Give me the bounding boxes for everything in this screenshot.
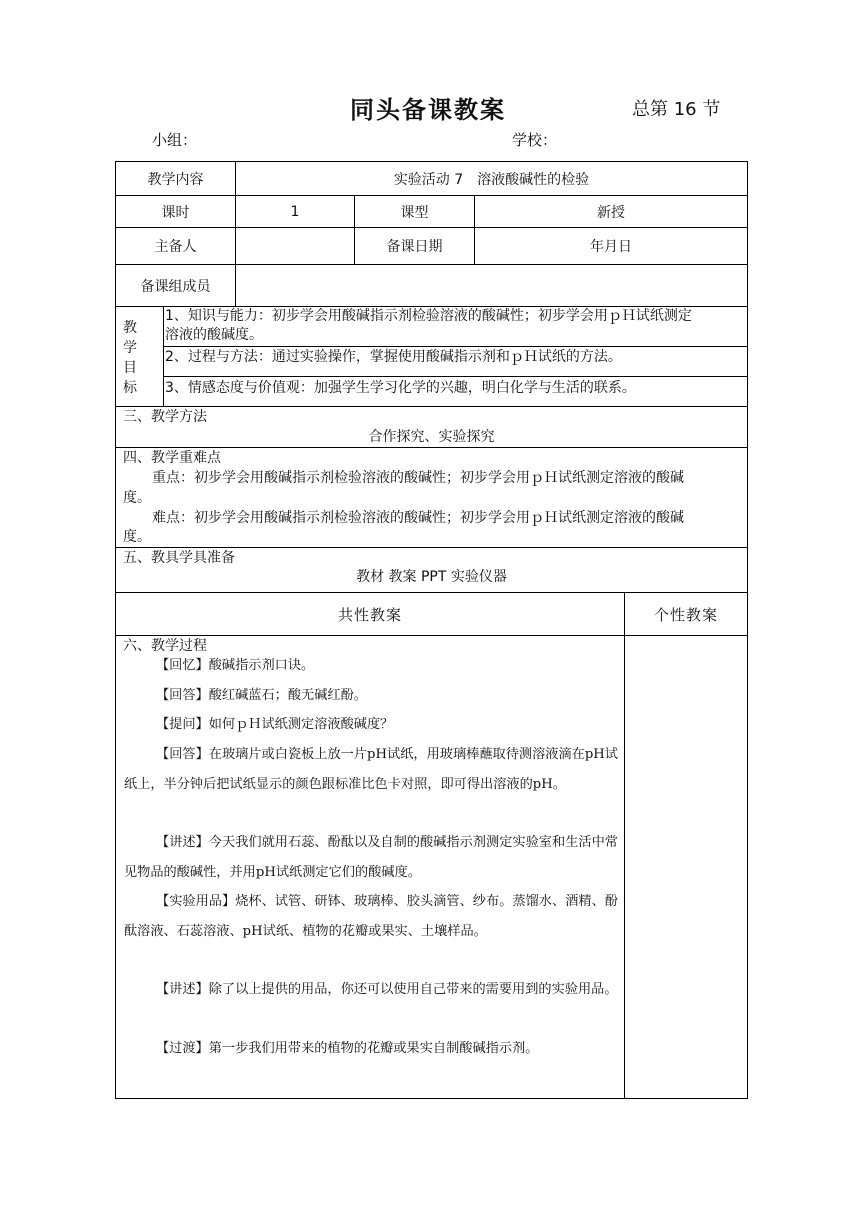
- objective-2: 2、过程与方法：通过实验操作，掌握使用酸碱指示剂和ｐＨ试纸的方法。: [165, 349, 622, 365]
- objective-1: [165, 307, 692, 345]
- objectives-label-char: 教: [123, 320, 137, 336]
- difficult-point-line: 度。: [123, 529, 151, 545]
- methods-value: 合作探究、实验探究: [368, 429, 495, 445]
- common-plan-header: 共性教案: [337, 605, 402, 624]
- content-value: 实验活动 7 溶液酸碱性的检验: [393, 171, 590, 188]
- table-border: [163, 346, 748, 347]
- hours-label: 课时: [161, 204, 190, 221]
- objectives-label-char: 学: [123, 340, 137, 356]
- members-value[interactable]: [236, 265, 747, 306]
- objective-1-line: 溶液的酸碱度。: [165, 327, 263, 343]
- methods-heading: 三、教学方法: [123, 409, 207, 425]
- key-point-line: 度。: [123, 490, 151, 506]
- group-label: 小组：: [152, 131, 198, 149]
- table-border: [115, 447, 748, 448]
- type-value: 新授: [597, 204, 625, 221]
- prep-date-label: 备课日期: [386, 239, 443, 255]
- section-number: 总第 16 节: [632, 99, 721, 120]
- type-label: 课型: [400, 204, 429, 221]
- process-paragraph: 【提问】如何ｐＨ试纸测定溶液酸碱度？: [156, 717, 394, 732]
- key-point-line: 重点：初步学会用酸碱指示剂检验溶液的酸碱性；初步学会用ｐＨ试纸测定溶液的酸碱: [152, 470, 684, 486]
- members-label: 备课组成员: [140, 278, 211, 295]
- keypoints-heading: 四、教学重难点: [123, 450, 221, 466]
- objectives-label-char: 目: [123, 360, 137, 376]
- process-paragraph: 【回答】在玻璃片或白瓷板上放一片pH试纸，用玻璃棒蘸取待测溶液滴在pH试纸上，半分钟后把试纸显示的颜色跟标准比色卡对照，即可得出溶液的pH。: [124, 747, 618, 792]
- table-border: [115, 547, 748, 548]
- materials-value: 教材 教案 PPT 实验仪器: [356, 569, 507, 585]
- process-paragraph: 【讲述】除了以上提供的用品，你还可以使用自己带来的需要用到的实验用品。: [156, 982, 618, 997]
- table-border: [163, 376, 748, 377]
- preparer-value[interactable]: [236, 228, 354, 264]
- personal-plan-header: 个性教案: [653, 605, 718, 624]
- document-title: 同头备课教案: [350, 96, 506, 124]
- process-heading: 六、教学过程: [123, 638, 207, 654]
- table-border: [163, 306, 164, 406]
- objectives-label-char: 标: [123, 380, 137, 396]
- content-label: 教学内容: [147, 171, 204, 188]
- difficult-point-line: 难点：初步学会用酸碱指示剂检验溶液的酸碱性；初步学会用ｐＨ试纸测定溶液的酸碱: [152, 510, 684, 526]
- table-border: [747, 161, 748, 1099]
- table-border: [115, 406, 748, 407]
- process-paragraph: 【实验用品】烧杯、试管、研钵、玻璃棒、胶头滴管、纱布。蒸馏水、酒精、酚酞溶液、石蕊溶液、pH试纸、植物的花瓣或果实、土壤样品。: [124, 894, 618, 939]
- objective-3: 3、情感态度与价值观：加强学生学习化学的兴趣，明白化学与生活的联系。: [165, 380, 636, 396]
- school-label: 学校：: [512, 131, 558, 149]
- personal-plan-area[interactable]: [625, 636, 747, 1098]
- materials-heading: 五、教具学具准备: [123, 550, 235, 566]
- process-paragraph: 【过渡】第一步我们用带来的植物的花瓣或果实自制酸碱指示剂。: [156, 1041, 539, 1056]
- objective-1-line: 1、知识与能力：初步学会用酸碱指示剂检验溶液的酸碱性；初步学会用ｐＨ试纸测定: [165, 308, 692, 324]
- prep-date-value: 年月日: [590, 239, 632, 255]
- process-paragraph: 【回忆】酸碱指示剂口诀。: [156, 658, 315, 673]
- preparer-label: 主备人: [154, 239, 197, 255]
- hours-value: 1: [290, 203, 300, 220]
- process-paragraph: 【讲述】今天我们就用石蕊、酚酞以及自制的酸碱指示剂测定实验室和生活中常见物品的酸碱性，并用pH试纸测定它们的酸碱度。: [124, 835, 618, 880]
- process-paragraph: 【回答】酸红碱蓝石；酸无碱红酚。: [156, 688, 367, 703]
- table-border: [115, 1098, 748, 1099]
- objectives-label: [123, 318, 137, 398]
